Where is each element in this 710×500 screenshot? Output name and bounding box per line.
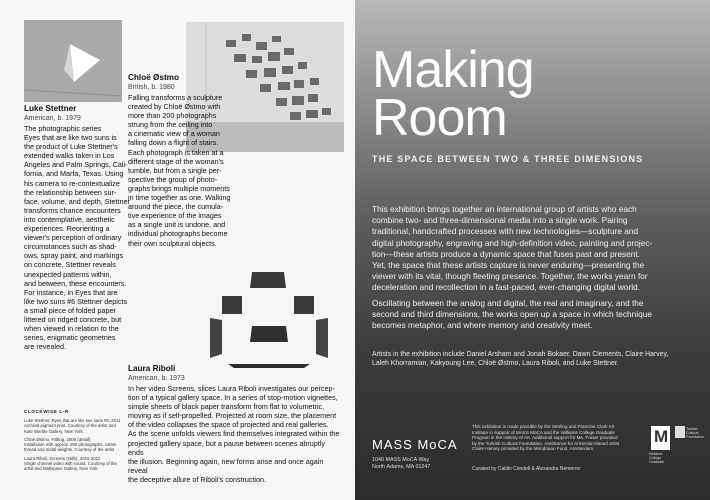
chloe-ostmo-text-line: in time together as one. Walking: [128, 193, 231, 203]
luke-stettner-text-line: into contemplative, aesthetic: [24, 214, 115, 224]
luke-stettner-text-line: when viewed in relation to the: [24, 324, 119, 334]
address-line: North Adams, MA 01247: [372, 464, 431, 470]
luke-stettner-text-line: the relationship between sur-: [24, 187, 117, 197]
artists-text-line: Laleh Khorramian, Kakyoung Lee, Chloë Østmo, Laura Riboli, and Luke Stettner.: [372, 360, 619, 368]
checklist-item-line: Kate Werble Gallery, New York: [24, 428, 83, 434]
chloe-ostmo-born: British, b. 1980: [128, 84, 175, 91]
laura-riboli-text-line: tion of a typical gallery space. In a series of stop-motion vignettes,: [128, 393, 338, 403]
artists-list: [372, 350, 694, 368]
chloe-ostmo-text-line: graphs brings multiple moments: [128, 183, 230, 193]
turkish-foundation-logo: [675, 426, 685, 438]
intro-text-line: digital photography, engraving and high-definition video, painting and projec-: [372, 237, 653, 248]
luke-stettner-text-line: The photographic series: [24, 124, 102, 133]
chloe-ostmo-text-line: Falling transforms a sculpture: [128, 93, 223, 102]
luke-stettner-photo: [24, 20, 122, 102]
intro-text-line: This exhibition brings together an international group of artists who each: [372, 204, 637, 214]
intro-text-line: Yet, the space that these artists capture is never enduring—presenting the: [372, 260, 645, 271]
checklist-item-line: Luke Stettner, Eyes that are like two suns #6, 2011: [24, 418, 121, 423]
intro-text-line: deceleration and recollection in a fast-paced, ever-changing digital world.: [372, 282, 640, 293]
chloe-ostmo-text-line: tumble, but from a single per-: [128, 165, 222, 175]
laura-riboli-description: [128, 384, 340, 484]
luke-stettner-text-line: Eyes that are like two suns is: [24, 133, 117, 143]
williams-college-logo: [651, 426, 670, 450]
turkish-foundation-label: [686, 427, 708, 440]
luke-stettner-text-line: and between, these encounters.: [24, 278, 127, 288]
laura-riboli-text-line: moving as if self-propelled. Projected at room size, the placement: [128, 411, 337, 421]
luke-stettner-text-line: fornia, and Marfa, Texas. Using: [24, 169, 124, 179]
laura-riboli-video-still: [208, 268, 330, 370]
intro-text-line: combine two- and three-dimensional media into a single work. Pairing: [372, 215, 628, 226]
luke-stettner-text-line: extended walks taken in Los: [24, 151, 115, 161]
chloe-ostmo-description: [128, 93, 240, 248]
luke-stettner-text-line: on concrete, Stettner reveals: [24, 260, 116, 270]
luke-stettner-text-line: littered on ridged concrete, but: [24, 314, 122, 324]
luke-stettner-text-line: are revealed.: [24, 342, 66, 352]
checklist-item: [24, 456, 124, 472]
intro-paragraph-2: [372, 298, 694, 332]
luke-stettner-born: American, b. 1979: [24, 115, 81, 122]
mass-moca-logo: MASS MoCA: [372, 437, 458, 452]
williams-label-line: Williams: [649, 452, 663, 456]
turkish-label-line: Turkish: [686, 427, 698, 431]
luke-stettner-text-line: circumstances such as shad-: [24, 242, 117, 252]
luke-stettner-name: Luke Stettner: [24, 104, 77, 113]
luke-stettner-text-line: For instance, in Eyes that are: [24, 287, 118, 297]
chloe-ostmo-text-line: created by Chloë Østmo with: [128, 102, 221, 112]
funding-line: Claire Harvey provided by the Mondriaan Fund, Amsterdam.: [472, 446, 595, 452]
funding-line: by the Turkish Cultural Foundation. Assistance for Armenian-based artist: [472, 440, 620, 446]
checklist-item-line: Archival pigment print. Courtesy of the artist and: [24, 423, 116, 429]
laura-riboli-text-line: the deceptive allure of Riboli's construction.: [128, 474, 267, 484]
chloe-ostmo-text-line: spective the group of photo-: [128, 174, 218, 184]
chloe-ostmo-text-line: more than 200 photographs: [128, 111, 217, 121]
chloe-ostmo-text-line: falling down a flight of stairs.: [128, 138, 219, 148]
funding-credits: [472, 424, 648, 452]
intro2-text-line: becomes metaphor, and where memory and creativity meet.: [372, 320, 593, 331]
funding-line: Institute in support of MASS MoCA and the Williams College Graduate: [472, 429, 615, 435]
artists-text-line: Artists in the exhibition include Daniel Arsham and Jonah Bokaer, Dawn Clements, Claire Harvey,: [372, 351, 669, 358]
luke-stettner-text-line: unexpected patterns within,: [24, 269, 112, 279]
exhibition-title: [372, 41, 534, 147]
exhibition-subtitle: THE SPACE BETWEEN TWO & THREE DIMENSIONS: [372, 154, 644, 164]
m-letter: M: [654, 427, 669, 446]
address: [372, 457, 430, 471]
checklist-item-line: Laura Riboli, Screens (stills), 2010-2012: [24, 455, 101, 461]
turkish-label-line: Foundation: [686, 435, 704, 440]
laura-riboli-text-line: simple sheets of black paper transform from flat to volumetric,: [128, 402, 325, 412]
checklist-item: [24, 437, 124, 453]
curated-by: Curated by Caitlin Condell & Alexandra Nemerov: [472, 466, 581, 472]
luke-stettner-text-line: ows, spray paint, and markings: [24, 251, 124, 261]
laura-riboli-text-line: In her video Screens, slices Laura Riboli investigates our percep-: [128, 384, 335, 393]
title-line-1: Making: [372, 41, 534, 99]
title-line-2: Room: [372, 89, 507, 147]
laura-riboli-name: Laura Riboli: [128, 364, 176, 373]
chloe-ostmo-text-line: around the piece, the cumula-: [128, 202, 224, 212]
intro-text-line: traditional, handcrafted processes with new technologies—sculpture and: [372, 226, 639, 237]
chloe-ostmo-text-line: individual photographs become: [128, 229, 228, 239]
luke-stettner-text-line: viewer's perception of ordinary: [24, 233, 122, 243]
luke-stettner-text-line: experiences. Reorienting a: [24, 224, 110, 234]
laura-riboli-text-line: As the scene unfolds viewers find themselves integrated within the: [128, 429, 340, 439]
turkish-label-line: Cultural: [686, 431, 699, 436]
checklist-item: [24, 418, 124, 434]
chloe-ostmo-text-line: their own sculptural objects.: [128, 238, 217, 248]
checklist-item-line: Installation with approx. 200 photographs, cotton: [24, 442, 117, 448]
laura-riboli-born: American, b. 1973: [128, 375, 185, 382]
checklist-item-line: artist and Wallspace Gallery, New York: [24, 466, 98, 472]
williams-college-label: [649, 452, 675, 464]
luke-stettner-text-line: face, volume, and depth, Stettner: [24, 196, 130, 206]
luke-stettner-text-line: transforms chance encounters: [24, 205, 121, 215]
chloe-ostmo-text-line: different stage of the woman's: [128, 156, 224, 166]
intro2-text-line: Oscillating between the analog and digital, the real and imaginary, and the: [372, 298, 644, 308]
chloe-ostmo-name: Chloë Østmo: [128, 73, 179, 82]
laura-riboli-text-line: projected gallery space, but a pause between scenes abruptly ends: [128, 438, 325, 457]
laura-riboli-text-line: the illusion. Beginning again, new forms arise and once again reveal: [128, 456, 324, 475]
chloe-ostmo-text-line: strung from the ceiling into: [128, 120, 213, 130]
williams-label-line: College: [649, 456, 662, 460]
funding-line: This exhibition is made possible by the Sterling and Francine Clark Art: [472, 424, 615, 429]
luke-stettner-text-line: series, enigmatic geometries: [24, 333, 116, 343]
luke-stettner-text-line: like two suns #6 Stettner depicts: [24, 296, 128, 306]
checklist-item-line: thread and metal weights. Courtesy of the artist: [24, 447, 115, 453]
checklist: [24, 418, 124, 475]
laura-riboli-text-line: of the video collapses the space of projected and real galleries.: [128, 420, 329, 430]
luke-stettner-text-line: the product of Luke Stettner's: [24, 142, 118, 152]
chloe-ostmo-text-line: tive experience of the images: [128, 211, 222, 221]
funding-line: Program in the History of Art. Additional support for Ms. Fraser provided: [472, 435, 618, 441]
intro2-text-line: second and third dimensions, the works open up a space in which technique: [372, 309, 652, 320]
chloe-ostmo-text-line: a cinematic view of a woman: [128, 129, 220, 139]
address-line: 1040 MASS MoCA Way: [372, 457, 430, 463]
williams-label-line: Graduate: [649, 460, 664, 464]
luke-stettner-text-line: a small piece of folded paper: [24, 305, 116, 315]
luke-stettner-text-line: Angeles and Palm Springs, Cali-: [24, 160, 128, 170]
intro-paragraph: [372, 204, 694, 294]
intro-text-line: viewer with its vital, though fleeting presence. Together, the works yearn for: [372, 271, 648, 282]
luke-stettner-text-line: his camera to re-contextualize: [24, 178, 120, 188]
intro-text-line: tion—these artists produce a dynamic space that fuses past and present.: [372, 248, 640, 259]
checklist-item-line: Single channel video with sound. Courtesy of the: [24, 461, 117, 467]
checklist-item-line: Chloë Østmo, Falling, 2006 (detail): [24, 436, 91, 442]
checklist-title: CLOCKWISE L-R: [24, 409, 69, 414]
chloe-ostmo-text-line: as a single unit is undone, and: [128, 220, 226, 230]
chloe-ostmo-text-line: Each photograph is taken at a: [128, 147, 224, 157]
